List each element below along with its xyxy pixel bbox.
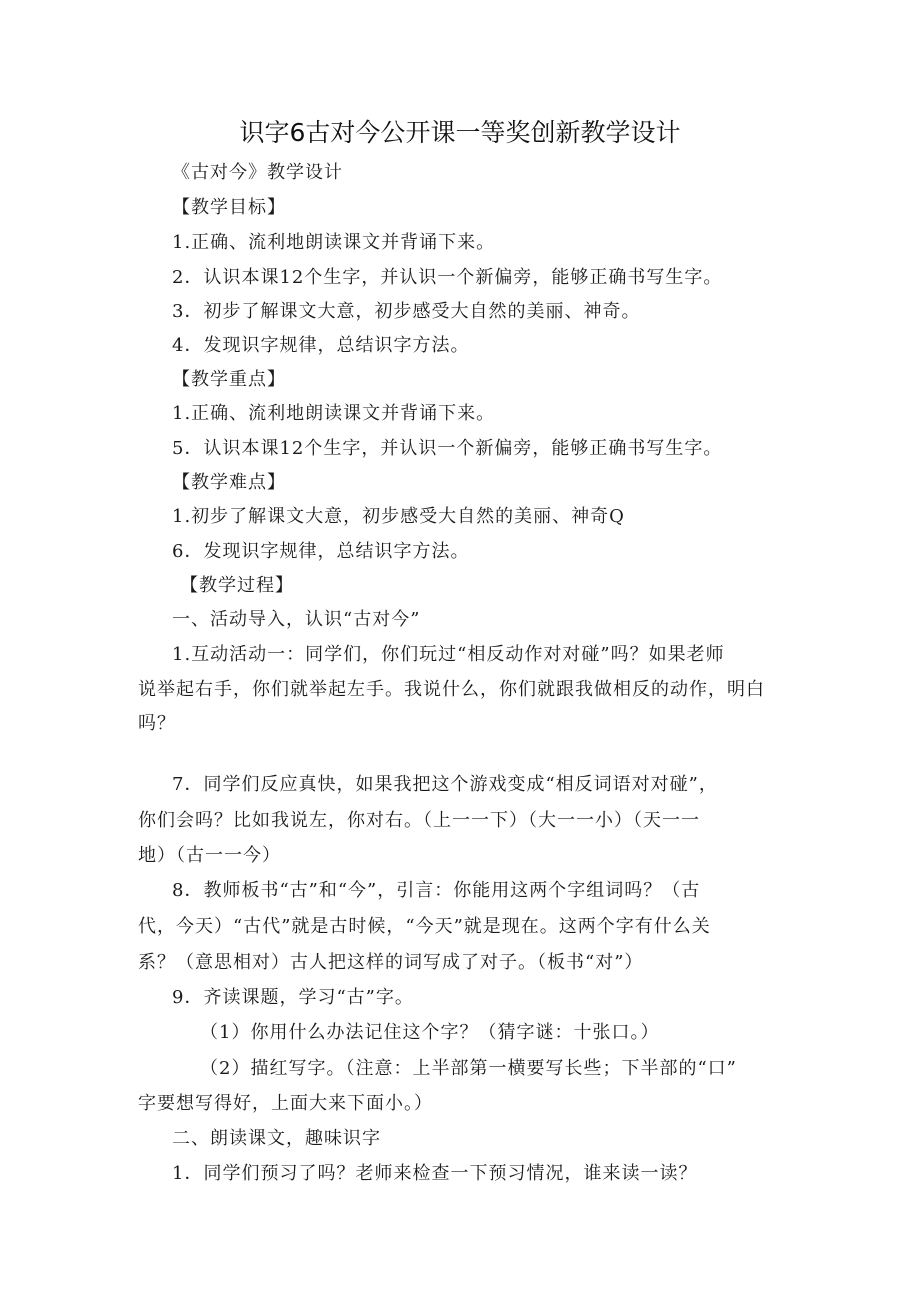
- document-subtitle: 《古对今》教学设计: [172, 162, 343, 183]
- goal-item: 1.正确、流利地朗读课文并背诵下来。: [172, 232, 496, 253]
- paragraph-line: 系？（意思相对）古人把这样的词写成了对子。（板书“对”）: [138, 952, 644, 973]
- key-heading: 【教学重点】: [172, 369, 286, 390]
- key-item: 5．认识本课12个生字，并认识一个新偏旁，能够正确书写生字。: [172, 438, 723, 459]
- key-item: 1.正确、流利地朗读课文并背诵下来。: [172, 403, 496, 424]
- goal-item: 2．认识本课12个生字，并认识一个新偏旁，能够正确书写生字。: [172, 267, 723, 288]
- paragraph-line: 吗？: [138, 713, 176, 734]
- goals-heading: 【教学目标】: [172, 197, 286, 218]
- paragraph-line: （2）描红写字。（注意：上半部第一横要写长些；下半部的“口”: [200, 1058, 737, 1079]
- paragraph-line: 1.互动活动一：同学们，你们玩过“相反动作对对碰”吗？如果老师: [172, 644, 725, 665]
- difficult-item: 6．发现识字规律，总结识字方法。: [172, 541, 470, 562]
- part-one-heading: 一、活动导入，认识“古对今”: [172, 609, 421, 630]
- paragraph-line: 7．同学们反应真快，如果我把这个游戏变成“相反词语对对碰”，: [172, 774, 718, 795]
- paragraph-line: 1．同学们预习了吗？老师来检查一下预习情况，谁来读一读？: [172, 1163, 698, 1184]
- process-heading: 【教学过程】: [180, 575, 294, 596]
- paragraph-line: 地）（古一一今）: [138, 845, 281, 866]
- paragraph-line: 代，今天）“古代”就是古时候，“今天”就是现在。这两个字有什么关: [138, 916, 711, 937]
- document-title: 识字6古对今公开课一等奖创新教学设计: [239, 118, 681, 147]
- paragraph-line: （1）你用什么办法记住这个字？（猜字谜：十张口。）: [200, 1022, 660, 1043]
- paragraph-line: 9．齐读课题，学习“古”字。: [172, 987, 414, 1008]
- difficult-item: 1.初步了解课文大意，初步感受大自然的美丽、神奇Q: [172, 506, 625, 527]
- paragraph-line: 字要想写得好，上面大来下面小。）: [138, 1093, 433, 1114]
- part-two-heading: 二、朗读课文，趣味识字: [172, 1128, 381, 1149]
- paragraph-line: 你们会吗？比如我说左，你对右。（上一一下）（大一一小）（天一一: [138, 810, 700, 831]
- goal-item: 4．发现识字规律，总结识字方法。: [172, 335, 470, 356]
- goal-item: 3．初步了解课文大意，初步感受大自然的美丽、神奇。: [172, 301, 641, 322]
- paragraph-line: 8．教师板书“古”和“今”，引言：你能用这两个字组词吗？（古: [172, 880, 701, 901]
- difficult-heading: 【教学难点】: [172, 472, 286, 493]
- paragraph-line: 说举起右手，你们就举起左手。我说什么，你们就跟我做相反的动作，明白: [138, 679, 765, 700]
